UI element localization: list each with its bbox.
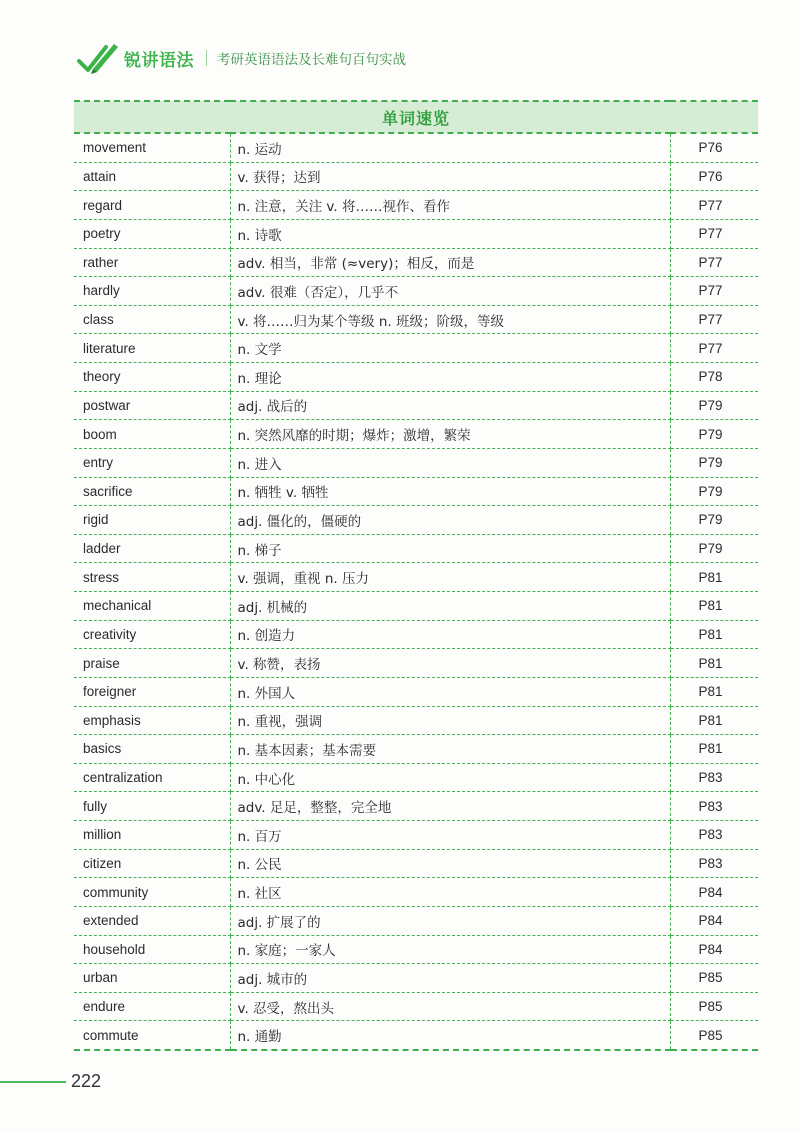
table-row bbox=[74, 849, 758, 878]
definition-cell: adj. 扩展了的 bbox=[230, 906, 670, 935]
definition-cell: v. 将……归为某个等级 n. 班级；阶级，等级 bbox=[230, 305, 670, 334]
definition-cell: n. 梯子 bbox=[230, 534, 670, 563]
definition-cell: n. 注意，关注 v. 将……视作、看作 bbox=[230, 191, 670, 220]
definition-cell: n. 重视，强调 bbox=[230, 706, 670, 735]
table-row bbox=[74, 219, 758, 248]
word-cell: movement bbox=[74, 133, 230, 162]
definition-cell: n. 创造力 bbox=[230, 620, 670, 649]
word-cell: fully bbox=[74, 792, 230, 821]
definition-cell: adv. 足足，整整，完全地 bbox=[230, 792, 670, 821]
table-row bbox=[74, 677, 758, 706]
table-title-row bbox=[74, 101, 758, 133]
table-title: 单词速览 bbox=[74, 101, 758, 133]
brand-name: 锐讲语法 bbox=[124, 50, 194, 71]
page-ref-cell: P81 bbox=[670, 677, 758, 706]
page-ref-cell: P76 bbox=[670, 133, 758, 162]
word-cell: class bbox=[74, 305, 230, 334]
definition-cell: n. 公民 bbox=[230, 849, 670, 878]
definition-cell: adv. 相当，非常 (≈very)；相反，而是 bbox=[230, 248, 670, 277]
definition-cell: v. 获得；达到 bbox=[230, 162, 670, 191]
table-row bbox=[74, 477, 758, 506]
table-row bbox=[74, 534, 758, 563]
definition-cell: n. 牺牲 v. 牺牲 bbox=[230, 477, 670, 506]
word-cell: praise bbox=[74, 649, 230, 678]
table-row bbox=[74, 162, 758, 191]
definition-cell: n. 诗歌 bbox=[230, 219, 670, 248]
page-ref-cell: P85 bbox=[670, 964, 758, 993]
table-row bbox=[74, 592, 758, 621]
definition-cell: n. 家庭；一家人 bbox=[230, 935, 670, 964]
page-number: 222 bbox=[71, 1071, 102, 1091]
page-ref-cell: P84 bbox=[670, 906, 758, 935]
word-cell: creativity bbox=[74, 620, 230, 649]
definition-cell: n. 基本因素；基本需要 bbox=[230, 735, 670, 764]
word-cell: postwar bbox=[74, 391, 230, 420]
word-cell: theory bbox=[74, 363, 230, 392]
definition-cell: n. 运动 bbox=[230, 133, 670, 162]
word-cell: emphasis bbox=[74, 706, 230, 735]
table-row bbox=[74, 935, 758, 964]
page-ref-cell: P81 bbox=[670, 649, 758, 678]
table-row bbox=[74, 706, 758, 735]
table-row bbox=[74, 620, 758, 649]
page-ref-cell: P81 bbox=[670, 620, 758, 649]
definition-cell: n. 通勤 bbox=[230, 1021, 670, 1050]
word-cell: literature bbox=[74, 334, 230, 363]
definition-cell: v. 称赞，表扬 bbox=[230, 649, 670, 678]
table-row bbox=[74, 448, 758, 477]
page-ref-cell: P77 bbox=[670, 219, 758, 248]
vocabulary-table bbox=[74, 100, 758, 1051]
word-cell: attain bbox=[74, 162, 230, 191]
table-row bbox=[74, 133, 758, 162]
definition-cell: n. 文学 bbox=[230, 334, 670, 363]
table-row bbox=[74, 792, 758, 821]
word-cell: entry bbox=[74, 448, 230, 477]
page-ref-cell: P79 bbox=[670, 448, 758, 477]
page-ref-cell: P77 bbox=[670, 334, 758, 363]
word-cell: household bbox=[74, 935, 230, 964]
definition-cell: n. 中心化 bbox=[230, 763, 670, 792]
definition-cell: n. 理论 bbox=[230, 363, 670, 392]
table-row bbox=[74, 305, 758, 334]
page-ref-cell: P85 bbox=[670, 992, 758, 1021]
page-ref-cell: P81 bbox=[670, 592, 758, 621]
footer-rule bbox=[0, 1081, 66, 1083]
page-ref-cell: P79 bbox=[670, 391, 758, 420]
check-pen-icon bbox=[76, 41, 122, 75]
definition-cell: n. 外国人 bbox=[230, 677, 670, 706]
word-cell: endure bbox=[74, 992, 230, 1021]
word-cell: boom bbox=[74, 420, 230, 449]
table-row bbox=[74, 763, 758, 792]
table-row bbox=[74, 506, 758, 535]
page-ref-cell: P83 bbox=[670, 792, 758, 821]
definition-cell: adj. 僵化的，僵硬的 bbox=[230, 506, 670, 535]
page-ref-cell: P84 bbox=[670, 878, 758, 907]
page-ref-cell: P83 bbox=[670, 821, 758, 850]
page-ref-cell: P81 bbox=[670, 735, 758, 764]
table-row bbox=[74, 1021, 758, 1050]
word-cell: extended bbox=[74, 906, 230, 935]
definition-cell: v. 强调，重视 n. 压力 bbox=[230, 563, 670, 592]
table-row bbox=[74, 878, 758, 907]
word-cell: rigid bbox=[74, 506, 230, 535]
page-ref-cell: P77 bbox=[670, 248, 758, 277]
table-row bbox=[74, 563, 758, 592]
page-ref-cell: P81 bbox=[670, 706, 758, 735]
table-row bbox=[74, 992, 758, 1021]
definition-cell: n. 突然风靡的时期；爆炸；激增，繁荣 bbox=[230, 420, 670, 449]
word-cell: community bbox=[74, 878, 230, 907]
table-row bbox=[74, 821, 758, 850]
definition-cell: n. 社区 bbox=[230, 878, 670, 907]
table-row bbox=[74, 964, 758, 993]
table-row bbox=[74, 248, 758, 277]
word-cell: rather bbox=[74, 248, 230, 277]
definition-cell: adj. 城市的 bbox=[230, 964, 670, 993]
vocabulary-rows bbox=[74, 133, 758, 1050]
page-ref-cell: P79 bbox=[670, 506, 758, 535]
page-ref-cell: P84 bbox=[670, 935, 758, 964]
definition-cell: adv. 很难（否定），几乎不 bbox=[230, 277, 670, 306]
page-header bbox=[76, 38, 406, 78]
word-cell: hardly bbox=[74, 277, 230, 306]
book-title: 考研英语语法及长难句百句实战 bbox=[217, 52, 406, 68]
definition-cell: adj. 机械的 bbox=[230, 592, 670, 621]
header-divider bbox=[206, 50, 207, 66]
page-ref-cell: P77 bbox=[670, 277, 758, 306]
word-cell: foreigner bbox=[74, 677, 230, 706]
word-cell: stress bbox=[74, 563, 230, 592]
page-ref-cell: P79 bbox=[670, 420, 758, 449]
word-cell: centralization bbox=[74, 763, 230, 792]
word-cell: citizen bbox=[74, 849, 230, 878]
page-ref-cell: P79 bbox=[670, 477, 758, 506]
table-row bbox=[74, 391, 758, 420]
word-cell: mechanical bbox=[74, 592, 230, 621]
definition-cell: v. 忍受，熬出头 bbox=[230, 992, 670, 1021]
definition-cell: n. 百万 bbox=[230, 821, 670, 850]
page-ref-cell: P77 bbox=[670, 191, 758, 220]
table-row bbox=[74, 735, 758, 764]
word-cell: ladder bbox=[74, 534, 230, 563]
word-cell: million bbox=[74, 821, 230, 850]
word-cell: basics bbox=[74, 735, 230, 764]
page-ref-cell: P85 bbox=[670, 1021, 758, 1050]
page-ref-cell: P79 bbox=[670, 534, 758, 563]
word-cell: regard bbox=[74, 191, 230, 220]
table-row bbox=[74, 420, 758, 449]
page-ref-cell: P78 bbox=[670, 363, 758, 392]
word-cell: sacrifice bbox=[74, 477, 230, 506]
page-ref-cell: P83 bbox=[670, 763, 758, 792]
table-row bbox=[74, 363, 758, 392]
page-ref-cell: P76 bbox=[670, 162, 758, 191]
page-ref-cell: P81 bbox=[670, 563, 758, 592]
table-row bbox=[74, 191, 758, 220]
word-cell: urban bbox=[74, 964, 230, 993]
page-ref-cell: P77 bbox=[670, 305, 758, 334]
table-row bbox=[74, 649, 758, 678]
table-row bbox=[74, 906, 758, 935]
definition-cell: adj. 战后的 bbox=[230, 391, 670, 420]
page-ref-cell: P83 bbox=[670, 849, 758, 878]
table-row bbox=[74, 277, 758, 306]
definition-cell: n. 进入 bbox=[230, 448, 670, 477]
word-cell: poetry bbox=[74, 219, 230, 248]
word-cell: commute bbox=[74, 1021, 230, 1050]
table-row bbox=[74, 334, 758, 363]
